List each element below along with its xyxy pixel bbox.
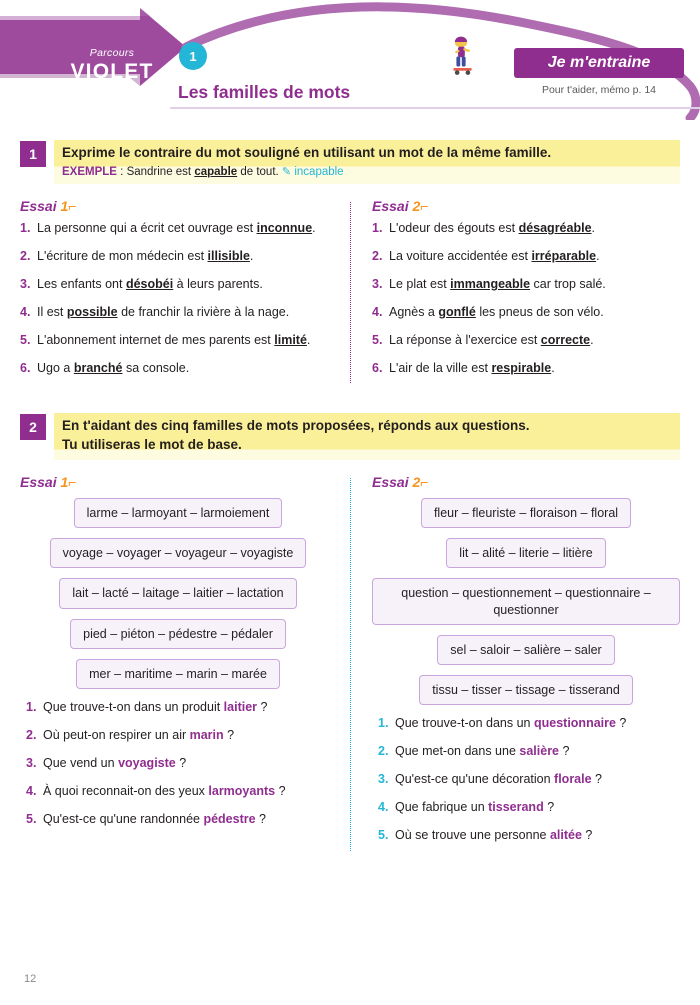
exercise-2-instruction-line-1: En t'aidant des cinq familles de mots proposées, réponds aux questions. — [62, 418, 530, 434]
underlined-word: respirable — [491, 360, 552, 375]
word-family-box: sel – saloir – salière – saler — [437, 635, 614, 665]
question-keyword: larmoyants — [208, 783, 276, 798]
essai-number: 1 — [60, 473, 69, 490]
essai-2-label-ex2 — [372, 474, 428, 490]
list-item — [26, 811, 336, 828]
exercise-2-questions-col2 — [372, 715, 680, 843]
sentence-after: les pneus de son vélo. — [475, 304, 604, 319]
exercise-1-columns — [20, 198, 680, 387]
sentence-after: . — [590, 332, 594, 347]
word-family-list-col2 — [372, 498, 680, 706]
sentence-after: . — [551, 360, 555, 375]
question-before: Qu'est-ce qu'une décoration — [395, 772, 555, 787]
question-keyword: questionnaire — [533, 716, 616, 731]
item-number: 1. — [378, 716, 389, 731]
list-item — [372, 332, 680, 349]
exercise-2-number: 2 — [20, 414, 46, 440]
sentence-before: L'abonnement internet de mes parents est — [37, 332, 275, 347]
question-keyword: tisserand — [488, 800, 544, 815]
essai-word: Essai — [372, 198, 409, 215]
parcours-name: VIOLET — [70, 60, 154, 83]
question-after: ? — [581, 827, 593, 842]
word-family-box: lit – alité – literie – litière — [446, 538, 605, 568]
sentence-after: . — [249, 249, 254, 264]
sentence-after: . — [591, 221, 596, 236]
item-number: 3. — [378, 772, 389, 787]
underlined-word: possible — [66, 304, 118, 319]
underlined-word: immangeable — [450, 276, 531, 291]
item-number: 4. — [372, 304, 383, 319]
essai-1-label-ex2 — [20, 474, 76, 490]
list-item — [378, 743, 680, 760]
sentence-before: L'air de la ville est — [389, 360, 492, 375]
pencil-icon: ✎ — [281, 166, 292, 179]
sentence-before: L'écriture de mon médecin est — [37, 249, 208, 264]
item-number: 6. — [20, 360, 31, 375]
list-item — [26, 783, 336, 800]
exercise-1-essai-1 — [20, 198, 350, 387]
page-title: Les familles de mots — [178, 82, 351, 102]
question-keyword: alitée — [549, 827, 582, 842]
question-after: ? — [223, 728, 235, 743]
question-keyword: pédestre — [203, 811, 256, 826]
list-item — [378, 799, 680, 816]
essai-1-label-ex1 — [20, 198, 76, 214]
list-item — [372, 276, 680, 293]
item-number: 4. — [378, 800, 389, 815]
parcours-label: Parcours — [89, 47, 135, 59]
word-family-box: fleur – fleuriste – floraison – floral — [421, 498, 631, 528]
sentence-after: . — [312, 221, 316, 236]
page-header — [0, 0, 700, 118]
column-divider — [350, 202, 351, 383]
exercise-2-columns — [20, 474, 680, 855]
item-number: 5. — [20, 332, 31, 347]
question-keyword: florale — [554, 772, 592, 787]
essai-word: Essai — [20, 198, 57, 215]
exercise-2-instruction-line-2: Tu utiliseras le mot de base. — [62, 436, 242, 452]
exercise-1-instruction: Exprime le contraire du mot souligné en utilisant un mot de la même famille. — [62, 145, 552, 160]
exercise-1-banner — [54, 140, 680, 184]
underlined-word: inconnue — [256, 221, 313, 236]
exercise-2-essai-1 — [20, 474, 350, 855]
question-after: ? — [615, 716, 627, 731]
sentence-after: car trop salé. — [530, 276, 606, 291]
item-number: 1. — [20, 221, 31, 236]
exercise-2-header — [20, 413, 680, 459]
essai-slash: ⌐ — [420, 473, 429, 490]
sentence-before: Le plat est — [389, 276, 451, 291]
skateboarder-illustration — [438, 32, 484, 78]
item-number: 6. — [372, 360, 383, 375]
exercise-1-essai-2 — [350, 198, 680, 387]
list-item — [372, 220, 680, 237]
sentence-before: Les enfants ont — [37, 276, 126, 291]
exercise-1-list-col2 — [372, 220, 680, 376]
list-item — [378, 827, 680, 844]
essai-slash: ⌐ — [68, 198, 77, 215]
underlined-word: gonflé — [438, 304, 476, 319]
item-number: 5. — [372, 332, 383, 347]
sentence-after: de franchir la rivière à la nage. — [117, 304, 290, 319]
question-after: ? — [591, 772, 602, 787]
question-after: ? — [559, 744, 570, 759]
question-after: ? — [543, 800, 555, 815]
question-before: Que trouve-t-on dans un — [395, 716, 534, 731]
question-after: ? — [257, 700, 268, 715]
underlined-word: irréparable — [531, 249, 597, 264]
page-content — [0, 140, 700, 855]
essai-slash: ⌐ — [68, 473, 77, 490]
example-text-before: Sandrine est — [126, 166, 195, 179]
question-before: Que met-on dans une — [395, 744, 520, 759]
underlined-word: illisible — [207, 249, 250, 264]
essai-number: 2 — [412, 198, 421, 215]
question-before: Que vend un — [43, 755, 119, 770]
question-after: ? — [175, 755, 187, 770]
question-before: Qu'est-ce qu'une randonnée — [43, 811, 204, 826]
list-item — [372, 304, 680, 321]
exercise-1-list-col1 — [20, 220, 336, 376]
question-keyword: salière — [519, 744, 560, 759]
list-item — [20, 304, 336, 321]
je-m-entraine-badge: Je m'entraine — [514, 48, 684, 78]
sentence-after: . — [306, 332, 311, 347]
underlined-word: désobéi — [125, 276, 174, 291]
list-item — [20, 360, 336, 377]
item-number: 4. — [26, 783, 37, 798]
exercise-1-header — [20, 140, 680, 184]
sentence-before: Agnès a — [389, 304, 439, 319]
sentence-before: La voiture accidentée est — [389, 249, 532, 264]
essai-2-label-ex1 — [372, 198, 428, 214]
word-family-box: question – questionnement – questionnaire – questionner — [372, 578, 680, 625]
word-family-box: mer – maritime – marin – marée — [76, 659, 280, 689]
list-item — [372, 360, 680, 377]
sentence-after: . — [596, 249, 600, 264]
question-before: Que trouve-t-on dans un produit — [43, 700, 224, 715]
list-item — [26, 727, 336, 744]
item-number: 3. — [26, 755, 37, 770]
essai-word: Essai — [20, 473, 57, 490]
list-item — [26, 699, 336, 716]
item-number: 4. — [20, 304, 31, 319]
page-number: 12 — [24, 973, 37, 985]
essai-number: 1 — [60, 198, 69, 215]
item-number: 3. — [372, 276, 383, 291]
word-family-box: lait – lacté – laitage – laitier – lactation — [59, 578, 296, 608]
sentence-before: L'odeur des égouts est — [389, 221, 519, 236]
item-number: 2. — [378, 744, 389, 759]
word-family-box: larme – larmoyant – larmoiement — [74, 498, 283, 528]
sentence-before: Il est — [37, 304, 67, 319]
word-family-box: voyage – voyager – voyageur – voyagiste — [50, 538, 307, 568]
question-before: Où peut-on respirer un air — [43, 728, 190, 743]
step-number-badge: 1 — [179, 42, 207, 70]
question-keyword: marin — [189, 728, 224, 743]
sentence-before: Ugo a — [37, 360, 74, 375]
sentence-after: à leurs parents. — [173, 276, 263, 291]
column-divider — [350, 478, 351, 851]
item-number: 1. — [26, 700, 37, 715]
essai-word: Essai — [372, 473, 409, 490]
example-label: EXEMPLE — [62, 166, 117, 179]
question-keyword: laitier — [223, 700, 258, 715]
underlined-word: branché — [73, 360, 123, 375]
example-underlined-word: capable — [194, 166, 238, 179]
word-family-box: pied – piéton – pédestre – pédaler — [70, 619, 286, 649]
list-item — [20, 276, 336, 293]
item-number: 5. — [378, 827, 389, 842]
essai-slash: ⌐ — [420, 198, 429, 215]
list-item — [378, 771, 680, 788]
sentence-before: La personne qui a écrit cet ouvrage est — [37, 221, 257, 236]
item-number: 2. — [26, 728, 37, 743]
question-before: Où se trouve une personne — [395, 827, 550, 842]
exercise-2-banner — [54, 413, 680, 459]
list-item — [20, 332, 336, 349]
question-after: ? — [275, 783, 286, 798]
sentence-before: La réponse à l'exercice est — [389, 332, 541, 347]
list-item — [26, 755, 336, 772]
word-family-box: tissu – tisser – tissage – tisserand — [419, 675, 633, 705]
question-keyword: voyagiste — [118, 755, 176, 770]
exercise-2-essai-2 — [350, 474, 680, 855]
item-number: 1. — [372, 221, 383, 236]
item-number: 2. — [20, 249, 31, 264]
memo-reference: Pour t'aider, mémo p. 14 — [541, 84, 657, 96]
question-before: Que fabrique un — [395, 800, 489, 815]
list-item — [378, 715, 680, 732]
underlined-word: désagréable — [518, 221, 592, 236]
item-number: 5. — [26, 811, 37, 826]
example-text-after: de tout. — [237, 166, 279, 179]
example-answer: incapable — [294, 166, 344, 179]
exercise-1-number: 1 — [20, 141, 46, 167]
underlined-word: limité — [274, 332, 307, 347]
question-before: À quoi reconnait-on des yeux — [43, 783, 209, 798]
exercise-1-example — [62, 165, 672, 178]
item-number: 3. — [20, 276, 31, 291]
exercise-2-questions-col1 — [20, 699, 336, 827]
item-number: 2. — [372, 249, 383, 264]
underlined-word: correcte — [540, 332, 591, 347]
list-item — [20, 248, 336, 265]
list-item — [372, 248, 680, 265]
question-after: ? — [255, 811, 266, 826]
word-family-list-col1 — [20, 498, 336, 689]
list-item — [20, 220, 336, 237]
essai-number: 2 — [412, 473, 421, 490]
sentence-after: sa console. — [122, 360, 190, 375]
example-colon: : — [116, 166, 127, 179]
